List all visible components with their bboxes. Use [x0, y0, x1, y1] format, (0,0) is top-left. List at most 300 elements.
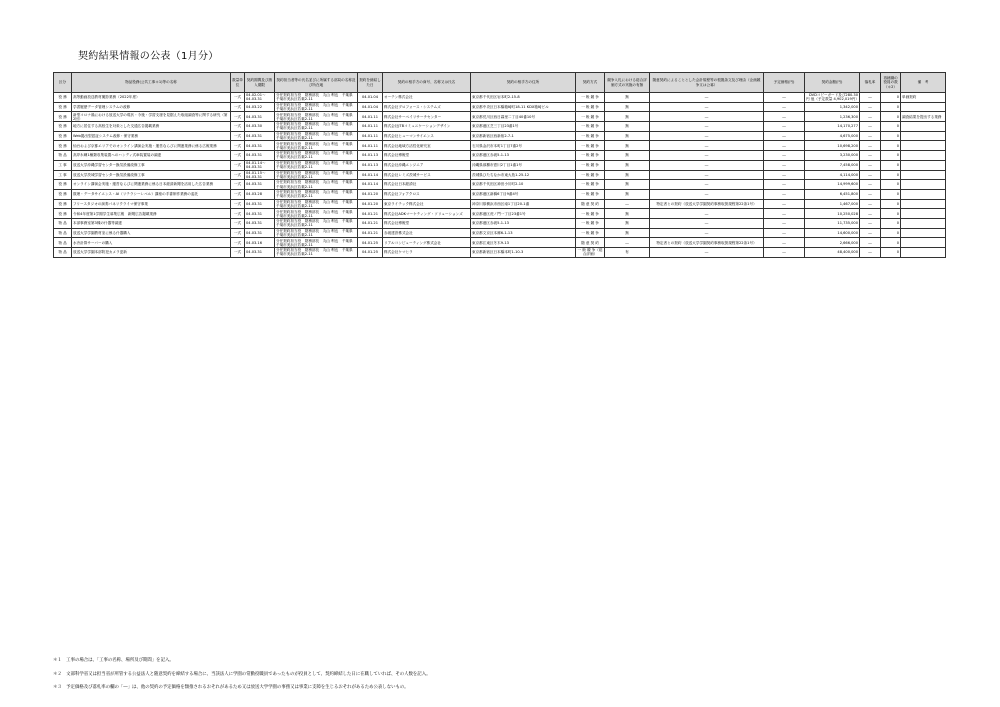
table-cell: 分任契約担当役 財務部長 丸山 利也 千葉県千葉市美浜区若葉2-11	[275, 131, 358, 141]
table-row	[54, 218, 946, 228]
table-cell: 無	[605, 112, 650, 122]
table-cell: 04.01.20	[358, 189, 383, 199]
table-cell: 東京都新宿区日本橋本町1-10-3	[471, 248, 576, 258]
table-cell: 0	[881, 93, 901, 103]
table-cell: ―	[860, 248, 881, 258]
table-cell: 物 品	[54, 151, 72, 161]
table-row	[54, 238, 946, 248]
table-cell: 役 務	[54, 189, 72, 199]
table-cell	[901, 189, 946, 199]
table-cell: 無	[605, 102, 650, 112]
table-cell: 04.01.14	[358, 170, 383, 180]
table-cell: 04.01.14～04.03.31	[245, 160, 275, 170]
table-cell: 分任契約担当役 財務部長 丸山 利也 千葉県千葉市美浜区若葉2-11	[275, 102, 358, 112]
column-header: 随意契約によることとした会計規程等の根拠条文及び理由（企画競争又は公募）	[650, 73, 764, 93]
table-cell: 04.01.21	[358, 218, 383, 228]
table-cell: 一 般 競 争	[576, 102, 605, 112]
table-cell: 株式会社博報堂	[383, 151, 471, 161]
table-cell: 学習履歴データ管理システムの改修	[72, 102, 231, 112]
table-cell: 0	[881, 151, 901, 161]
table-cell: 04.03.31	[245, 248, 275, 258]
table-cell: 東京都文京区本郷6-1-13	[471, 228, 576, 238]
table-cell: 14,170,277	[805, 122, 860, 132]
table-cell: ―	[764, 160, 805, 170]
table-cell: 04.01.14	[358, 180, 383, 190]
table-cell: 東京ライテック株式会社	[383, 199, 471, 209]
table-cell: 04.03.31	[245, 199, 275, 209]
table-cell: 14,999,600	[805, 180, 860, 190]
table-cell: 調査結果を提出する業務	[901, 112, 946, 122]
table-cell: 株式会社フォアクロス	[383, 189, 471, 199]
table-cell: 0	[881, 122, 901, 132]
table-body	[54, 93, 946, 258]
table-row	[54, 122, 946, 132]
table-cell: 一式	[231, 141, 245, 151]
table-cell: 2,666,000	[805, 238, 860, 248]
table-cell: 6,451,800	[805, 189, 860, 199]
table-cell: 04.03.22	[245, 102, 275, 112]
table-cell: ―	[860, 112, 881, 122]
table-cell: ―	[650, 228, 764, 238]
table-cell: ―	[764, 218, 805, 228]
table-row	[54, 189, 946, 199]
table-cell: 一 般 競 争	[576, 218, 605, 228]
table-cell: 0	[881, 102, 901, 112]
column-header: 予定価格(円)	[764, 73, 805, 93]
footnote-1: ＊１ 工事の場合は、「工事の名称、場所及び期間」を記入。	[53, 658, 174, 663]
column-header: 区分	[54, 73, 72, 93]
table-cell: ―	[860, 209, 881, 219]
table-cell: ―	[860, 199, 881, 209]
table-cell: 株式会社博報堂	[383, 218, 471, 228]
table-cell: 一式	[231, 189, 245, 199]
table-cell: 04.01.13	[358, 151, 383, 161]
table-cell: Web掲出型認証システム改修・保守業務	[72, 131, 231, 141]
table-cell: 04.01.04	[358, 102, 383, 112]
table-cell: 無	[605, 93, 650, 103]
table-cell: ―	[860, 131, 881, 141]
table-cell: 04.03.31	[245, 131, 275, 141]
table-cell: 茨城県ひたちなか市東大島1-25-12	[471, 170, 576, 180]
table-cell: 役 務	[54, 122, 72, 132]
column-header: 再就職の役員の数（＊2）	[881, 73, 901, 93]
table-cell: 一式	[231, 228, 245, 238]
table-cell: 7,458,000	[805, 160, 860, 170]
table-cell: 0	[881, 112, 901, 122]
table-cell: 一式	[231, 170, 245, 180]
table-cell: 10,250,028	[805, 209, 860, 219]
table-cell: ―	[650, 248, 764, 258]
table-cell: 分任契約担当役 財務部長 丸山 利也 千葉県千葉市美浜区若葉2-11	[275, 238, 358, 248]
table-cell: 放送大学学園教材室に係る什器購入	[72, 228, 231, 238]
table-cell: 11,735,000	[805, 218, 860, 228]
column-header: 契約方式	[576, 73, 605, 93]
table-cell: 04.03.31	[245, 141, 275, 151]
table-cell: 3,230,000	[805, 151, 860, 161]
table-cell: 東京都港区新橋6丁目9番4号	[471, 189, 576, 199]
table-cell: リアルコンピューティング株式会社	[383, 238, 471, 248]
table-cell: 東京都荒川区西日暮里二丁目40番10号	[471, 112, 576, 122]
table-cell: ―	[764, 209, 805, 219]
table-cell: 工 事	[54, 160, 72, 170]
table-cell: 一 般 競 争	[576, 209, 605, 219]
footnotes	[53, 658, 953, 699]
table-cell: ―	[764, 199, 805, 209]
table-cell: 一 般 競 争	[576, 228, 605, 238]
table-cell: 役 務	[54, 102, 72, 112]
table-cell: 分任契約担当役 財務部長 丸山 利也 千葉県千葉市美浜区若葉2-11	[275, 228, 358, 238]
table-cell: 赤坂建設株式会社	[383, 228, 471, 238]
column-header: 備 考	[901, 73, 946, 93]
table-row	[54, 228, 946, 238]
column-header: 契約の相手方の住所	[471, 73, 576, 93]
table-cell: 特定者との契約（放送大学学園契約事務取扱規程第22条1号）	[650, 238, 764, 248]
table-cell: 分任契約担当役 財務部長 丸山 利也 千葉県千葉市美浜区若葉2-11	[275, 248, 358, 258]
table-cell: ―	[860, 160, 881, 170]
table-cell: 04.03.31	[245, 151, 275, 161]
table-cell: 10,698,200	[805, 141, 860, 151]
table-cell: 無	[605, 122, 650, 132]
table-cell: 役 務	[54, 209, 72, 219]
table-cell: ―	[764, 102, 805, 112]
table-cell: 東京都港区赤坂5-1-13	[471, 151, 576, 161]
table-cell: ―	[764, 189, 805, 199]
table-cell: 令和4年度第1学期学生募集広報 新聞広告掲載業務	[72, 209, 231, 219]
table-cell: 一 般 競 争	[576, 131, 605, 141]
table-cell: ―	[860, 151, 881, 161]
table-cell	[901, 160, 946, 170]
table-cell: 単価契約	[901, 93, 946, 103]
table-cell: 分任契約担当役 財務部長 丸山 利也 千葉県千葉市美浜区若葉2-11	[275, 189, 358, 199]
table-cell	[901, 248, 946, 258]
table-cell: ―	[764, 122, 805, 132]
table-cell: 一 般 競 争	[576, 180, 605, 190]
table-cell: 株式会社プロフォース・システムズ	[383, 102, 471, 112]
table-cell: 04.01.11	[358, 141, 383, 151]
table-cell: 数理・データサイエンス・AI（リテラシーレベル）講座の手書制作業務の委託	[72, 189, 231, 199]
table-cell: 役 務	[54, 131, 72, 141]
table-cell: 04.01.15～04.03.31	[245, 170, 275, 180]
table-cell: 分任契約担当役 財務部長 丸山 利也 千葉県千葉市美浜区若葉2-11	[275, 122, 358, 132]
table-cell: 分任契約担当役 財務部長 丸山 利也 千葉県千葉市美浜区若葉2-11	[275, 151, 358, 161]
table-cell: 一式	[231, 112, 245, 122]
table-cell: 04.01.25	[358, 248, 383, 258]
column-header: 契約担当者等の氏名並びに所属する部局の名称及び所在地	[275, 73, 358, 93]
table-cell: 株式会社JTBコミュニケーションデザイン	[383, 122, 471, 132]
table-cell: 04.01.11	[358, 131, 383, 141]
table-cell: 東京都港区芝三丁目23番1号	[471, 122, 576, 132]
table-cell: 株式会社ケマヒラ	[383, 248, 471, 258]
table-cell: 放送大学学園本部防犯カメラ更新	[72, 248, 231, 258]
table-cell: 高等動画放送教材撮影業務（2022年度）	[72, 93, 231, 103]
table-cell: 無	[605, 218, 650, 228]
table-cell: 東京都港区赤坂5-1-13	[471, 218, 576, 228]
table-cell: 物 品	[54, 238, 72, 248]
table-cell: ―	[860, 218, 881, 228]
table-cell: ―	[764, 93, 805, 103]
table-cell: 特定者との契約（放送大学学園契約事務取扱規程第22条1号）	[650, 199, 764, 209]
table-cell: 一 般 競 争	[576, 122, 605, 132]
column-header: 落札率	[860, 73, 881, 93]
table-cell: 放送大学沖縄学習センター換気設備改修工事	[72, 160, 231, 170]
table-cell: 無	[605, 131, 650, 141]
table-cell	[901, 238, 946, 248]
table-cell: 0	[881, 189, 901, 199]
table-cell: ―	[764, 151, 805, 161]
table-cell: DVDコピーガード及び280.30円 他（予定数量 4,902,019円）	[806, 93, 859, 102]
table-cell: 無	[605, 180, 650, 190]
table-row	[54, 199, 946, 209]
table-cell: 一式	[231, 151, 245, 161]
table-cell: 04.01.11	[358, 112, 383, 122]
table-cell	[901, 141, 946, 151]
table-cell: 0	[881, 248, 901, 258]
column-header: 契約の相手方の商号、名称又は氏名	[383, 73, 471, 93]
table-cell: フリースタジオの演奏パネリクライマ保守事業	[72, 199, 231, 209]
table-cell: ―	[860, 238, 881, 248]
table-cell: ―	[764, 228, 805, 238]
table-cell: 一式	[231, 238, 245, 248]
table-cell: 一式	[231, 102, 245, 112]
table-cell: 役 務	[54, 199, 72, 209]
table-cell: ―	[650, 131, 764, 141]
table-cell: 有	[605, 248, 650, 258]
table-cell: 一式	[231, 199, 245, 209]
table-cell: 一 般 競 争	[576, 112, 605, 122]
table-cell: 一 般 競 争	[576, 93, 605, 103]
table-cell	[901, 228, 946, 238]
table-cell: 一 般 競 争	[576, 160, 605, 170]
table-cell: 物 品	[54, 248, 72, 258]
table-cell: ―	[650, 93, 764, 103]
table-cell: 仙台および京都エリアでのオンライン講演会実施・運営ならびに関連業務に係る広報業務	[72, 141, 231, 151]
table-cell: 04.01.04	[358, 93, 383, 103]
table-cell: 4,114,000	[805, 170, 860, 180]
table-cell: ―	[650, 209, 764, 219]
table-cell: 04.03.31	[245, 112, 275, 122]
contract-results-table	[53, 72, 946, 258]
column-header: 物品役務(公共工事＊1)等の名称	[72, 73, 231, 93]
table-cell: 1,342,000	[805, 102, 860, 112]
table-cell: 04.01.25	[358, 238, 383, 248]
table-cell: 株式会社サーベイリサーチセンター	[383, 112, 471, 122]
table-cell	[901, 131, 946, 141]
table-cell: 4,675,000	[805, 131, 860, 141]
table-cell: 役 務	[54, 112, 72, 122]
table-cell: 株式会社レミズ茨城サービス	[383, 170, 471, 180]
table-cell: 分任契約担当役 財務部長 丸山 利也 千葉県千葉市美浜区若葉2-11	[275, 93, 358, 103]
table-cell: 04.03.31	[245, 228, 275, 238]
table-row	[54, 151, 946, 161]
table-cell: 株式会社ヒューマンサイエンス	[383, 131, 471, 141]
table-cell: 04.01.20	[358, 199, 383, 209]
table-cell	[901, 218, 946, 228]
table-row	[54, 248, 946, 258]
table-cell: 分任契約担当役 財務部長 丸山 利也 千葉県千葉市美浜区若葉2-11	[275, 112, 358, 122]
table-cell: 地方に居住する高校生を対象とした交通広告掲載業務	[72, 122, 231, 132]
table-cell: 東京都港区虎ノ門一丁目23番1号	[471, 209, 576, 219]
table-header-row	[54, 73, 946, 93]
table-cell: 随 意 契 約	[576, 199, 605, 209]
table-row	[54, 209, 946, 219]
table-cell: ―	[764, 131, 805, 141]
table-cell: 工 事	[54, 170, 72, 180]
table-row	[54, 141, 946, 151]
table-cell: 1,467,000	[805, 199, 860, 209]
table-cell: 0	[881, 170, 901, 180]
table-cell: 分任契約担当役 財務部長 丸山 利也 千葉県千葉市美浜区若葉2-11	[275, 160, 358, 170]
table-cell: 04.02.01～04.03.31	[245, 93, 275, 103]
table-cell: ―	[860, 122, 881, 132]
table-cell: ―	[650, 122, 764, 132]
table-cell: 一 般 競 争	[576, 189, 605, 199]
table-cell: 沖縄県那覇市壺川2丁目1番1号	[471, 160, 576, 170]
table-cell: ―	[650, 170, 764, 180]
footnote-2: ＊２ 文部科学省又は担当省が所管する公益法人と随意契約を締結する場合に、当該法人に学園の常勤役職員であったものが役員として、契約締結した日に在職していれば、その人数を記入。	[53, 671, 431, 677]
table-cell	[901, 199, 946, 209]
table-cell: 04.03.31	[245, 218, 275, 228]
table-cell: 48,400,000	[805, 248, 860, 258]
table-cell: オーテン株式会社	[383, 93, 471, 103]
table-row	[54, 93, 946, 103]
table-cell: 無	[605, 170, 650, 180]
table-cell: 14,600,000	[805, 228, 860, 238]
table-cell: 一式	[231, 218, 245, 228]
table-cell: 0	[881, 199, 901, 209]
table-cell: ―	[650, 151, 764, 161]
table-cell: 無	[605, 151, 650, 161]
table-cell: 東京都中央区日本橋箱崎町18-11 KDX箱崎ビル	[471, 102, 576, 112]
table-cell: 分任契約担当役 財務部長 丸山 利也 千葉県千葉市美浜区若葉2-11	[275, 209, 358, 219]
table-cell: ―	[860, 170, 881, 180]
table-cell: ―	[650, 189, 764, 199]
column-header: 契約金額(円)	[805, 73, 860, 93]
table-cell: 分任契約担当役 財務部長 丸山 利也 千葉県千葉市美浜区若葉2-11	[275, 170, 358, 180]
table-cell: 04.01.21	[358, 209, 383, 219]
table-cell: 株式会社地域方活性化研究室	[383, 141, 471, 151]
table-cell: 1,236,300	[805, 112, 860, 122]
table-cell: 一式	[231, 180, 245, 190]
table-cell: ―	[860, 141, 881, 151]
table-cell: ―	[764, 112, 805, 122]
table-cell: 一式	[231, 122, 245, 132]
table-cell: 一 般 競 争（総合評価）	[577, 248, 603, 257]
table-cell: 一式	[231, 160, 245, 170]
table-cell: 0	[881, 228, 901, 238]
table-cell: 04.03.30	[245, 122, 275, 132]
table-cell: ―	[860, 93, 881, 103]
table-cell: ―	[860, 228, 881, 238]
table-cell: 0	[881, 141, 901, 151]
table-cell: 0	[881, 209, 901, 219]
table-cell: 東京都新宿区西新宿2-7-1	[471, 131, 576, 141]
table-cell: 04.01.13	[358, 160, 383, 170]
table-cell: ―	[764, 238, 805, 248]
table-cell: 東京都江東区冬木9-13	[471, 238, 576, 248]
table-cell	[901, 209, 946, 219]
table-cell	[901, 102, 946, 112]
table-cell: 一 般 競 争	[576, 170, 605, 180]
table-cell: 04.01.11	[358, 122, 383, 132]
table-cell: 04.03.31	[245, 180, 275, 190]
table-cell: 新型コロナ禍における放送大学の現状・今後・学習支援を見据えた取組調査等に関する研究（第2回）	[72, 112, 231, 122]
table-cell: 一 般 競 争	[576, 141, 605, 151]
table-cell: ―	[650, 218, 764, 228]
table-cell: 分任契約担当役 財務部長 丸山 利也 千葉県千葉市美浜区若葉2-11	[275, 218, 358, 228]
table-cell: 石川県金沢市本町1丁目7番2号	[471, 141, 576, 151]
table-cell: 分任契約担当役 財務部長 丸山 利也 千葉県千葉市美浜区若葉2-11	[275, 199, 358, 209]
table-cell: ―	[764, 141, 805, 151]
table-row	[54, 170, 946, 180]
table-cell: 04.03.28	[245, 189, 275, 199]
table-cell: 0	[881, 160, 901, 170]
table-cell: 一式	[231, 131, 245, 141]
table-cell: 一式	[231, 93, 245, 103]
footnote-3: ＊３ 予定価格及び落札率の欄の「―」は、他の契約の予定価格を類推されるおそれがあるため又は放送大学学園の事務又は事業に支障を生じるおそれがあるため公表しないもの。	[53, 685, 409, 690]
table-cell: 0	[881, 180, 901, 190]
table-cell: オンライン講演会実施・運営ならびに関連業務に係る日本経済新聞を活用した広告業務	[72, 180, 231, 190]
table-cell: ―	[605, 199, 650, 209]
table-cell: 株式会社日本経済社	[383, 180, 471, 190]
table-cell: ―	[650, 112, 764, 122]
table-cell: ―	[650, 141, 764, 151]
table-cell	[901, 151, 946, 161]
table-cell: 無	[605, 141, 650, 151]
table-cell: 0	[881, 131, 901, 141]
table-cell: 東京都千代田区岩本町2-15-8	[471, 93, 576, 103]
table-cell: 04.03.31	[245, 209, 275, 219]
table-cell: 04.01.21	[358, 228, 383, 238]
column-header: 契約を締結した日	[358, 73, 383, 93]
table-cell	[901, 170, 946, 180]
table-cell: 物 品	[54, 218, 72, 228]
table-row	[54, 160, 946, 170]
table-cell: ―	[764, 248, 805, 258]
table-cell: 役 務	[54, 180, 72, 190]
table-row	[54, 131, 946, 141]
table-cell: ―	[650, 102, 764, 112]
table-cell: 高岸氷練1種類収集装置へのハンディ式車装置装の調達	[72, 151, 231, 161]
table-cell: 本部事務室第3棟の什器等調達	[72, 218, 231, 228]
table-cell: 東京都千代田区神田小川町2-10	[471, 180, 576, 190]
table-cell: 放送大学茨城学習センター換気設備改修工事	[72, 170, 231, 180]
table-row	[54, 102, 946, 112]
table-cell: 株式会社ADKマーケティング・ソリューションズ	[383, 209, 471, 219]
table-cell: 株式会社沖縄エンジニア	[383, 160, 471, 170]
table-cell: 分任契約担当役 財務部長 丸山 利也 千葉県千葉市美浜区若葉2-11	[275, 180, 358, 190]
table-cell: 0	[881, 238, 901, 248]
table-cell: 無	[605, 160, 650, 170]
table-row	[54, 112, 946, 122]
table-cell: 無	[605, 209, 650, 219]
page-title: 契約結果情報の公表（1月分）	[78, 51, 219, 62]
table-row	[54, 180, 946, 190]
table-cell: 0	[881, 218, 901, 228]
table-cell: ―	[650, 160, 764, 170]
table-cell: ―	[860, 189, 881, 199]
table-cell: ―	[860, 180, 881, 190]
table-cell: 04.03.16	[245, 238, 275, 248]
column-header: 競争入札における総合評価方式の実施の有無	[605, 73, 650, 93]
column-header: 数量単位	[231, 73, 245, 93]
table-cell: 一式	[231, 209, 245, 219]
table-cell: 水冷計算サーバーの購入	[72, 238, 231, 248]
table-cell: 無	[605, 189, 650, 199]
table-cell: 分任契約担当役 財務部長 丸山 利也 千葉県千葉市美浜区若葉2-11	[275, 141, 358, 151]
table-cell: 役 務	[54, 93, 72, 103]
table-cell: ―	[764, 180, 805, 190]
table-cell: 無	[605, 228, 650, 238]
